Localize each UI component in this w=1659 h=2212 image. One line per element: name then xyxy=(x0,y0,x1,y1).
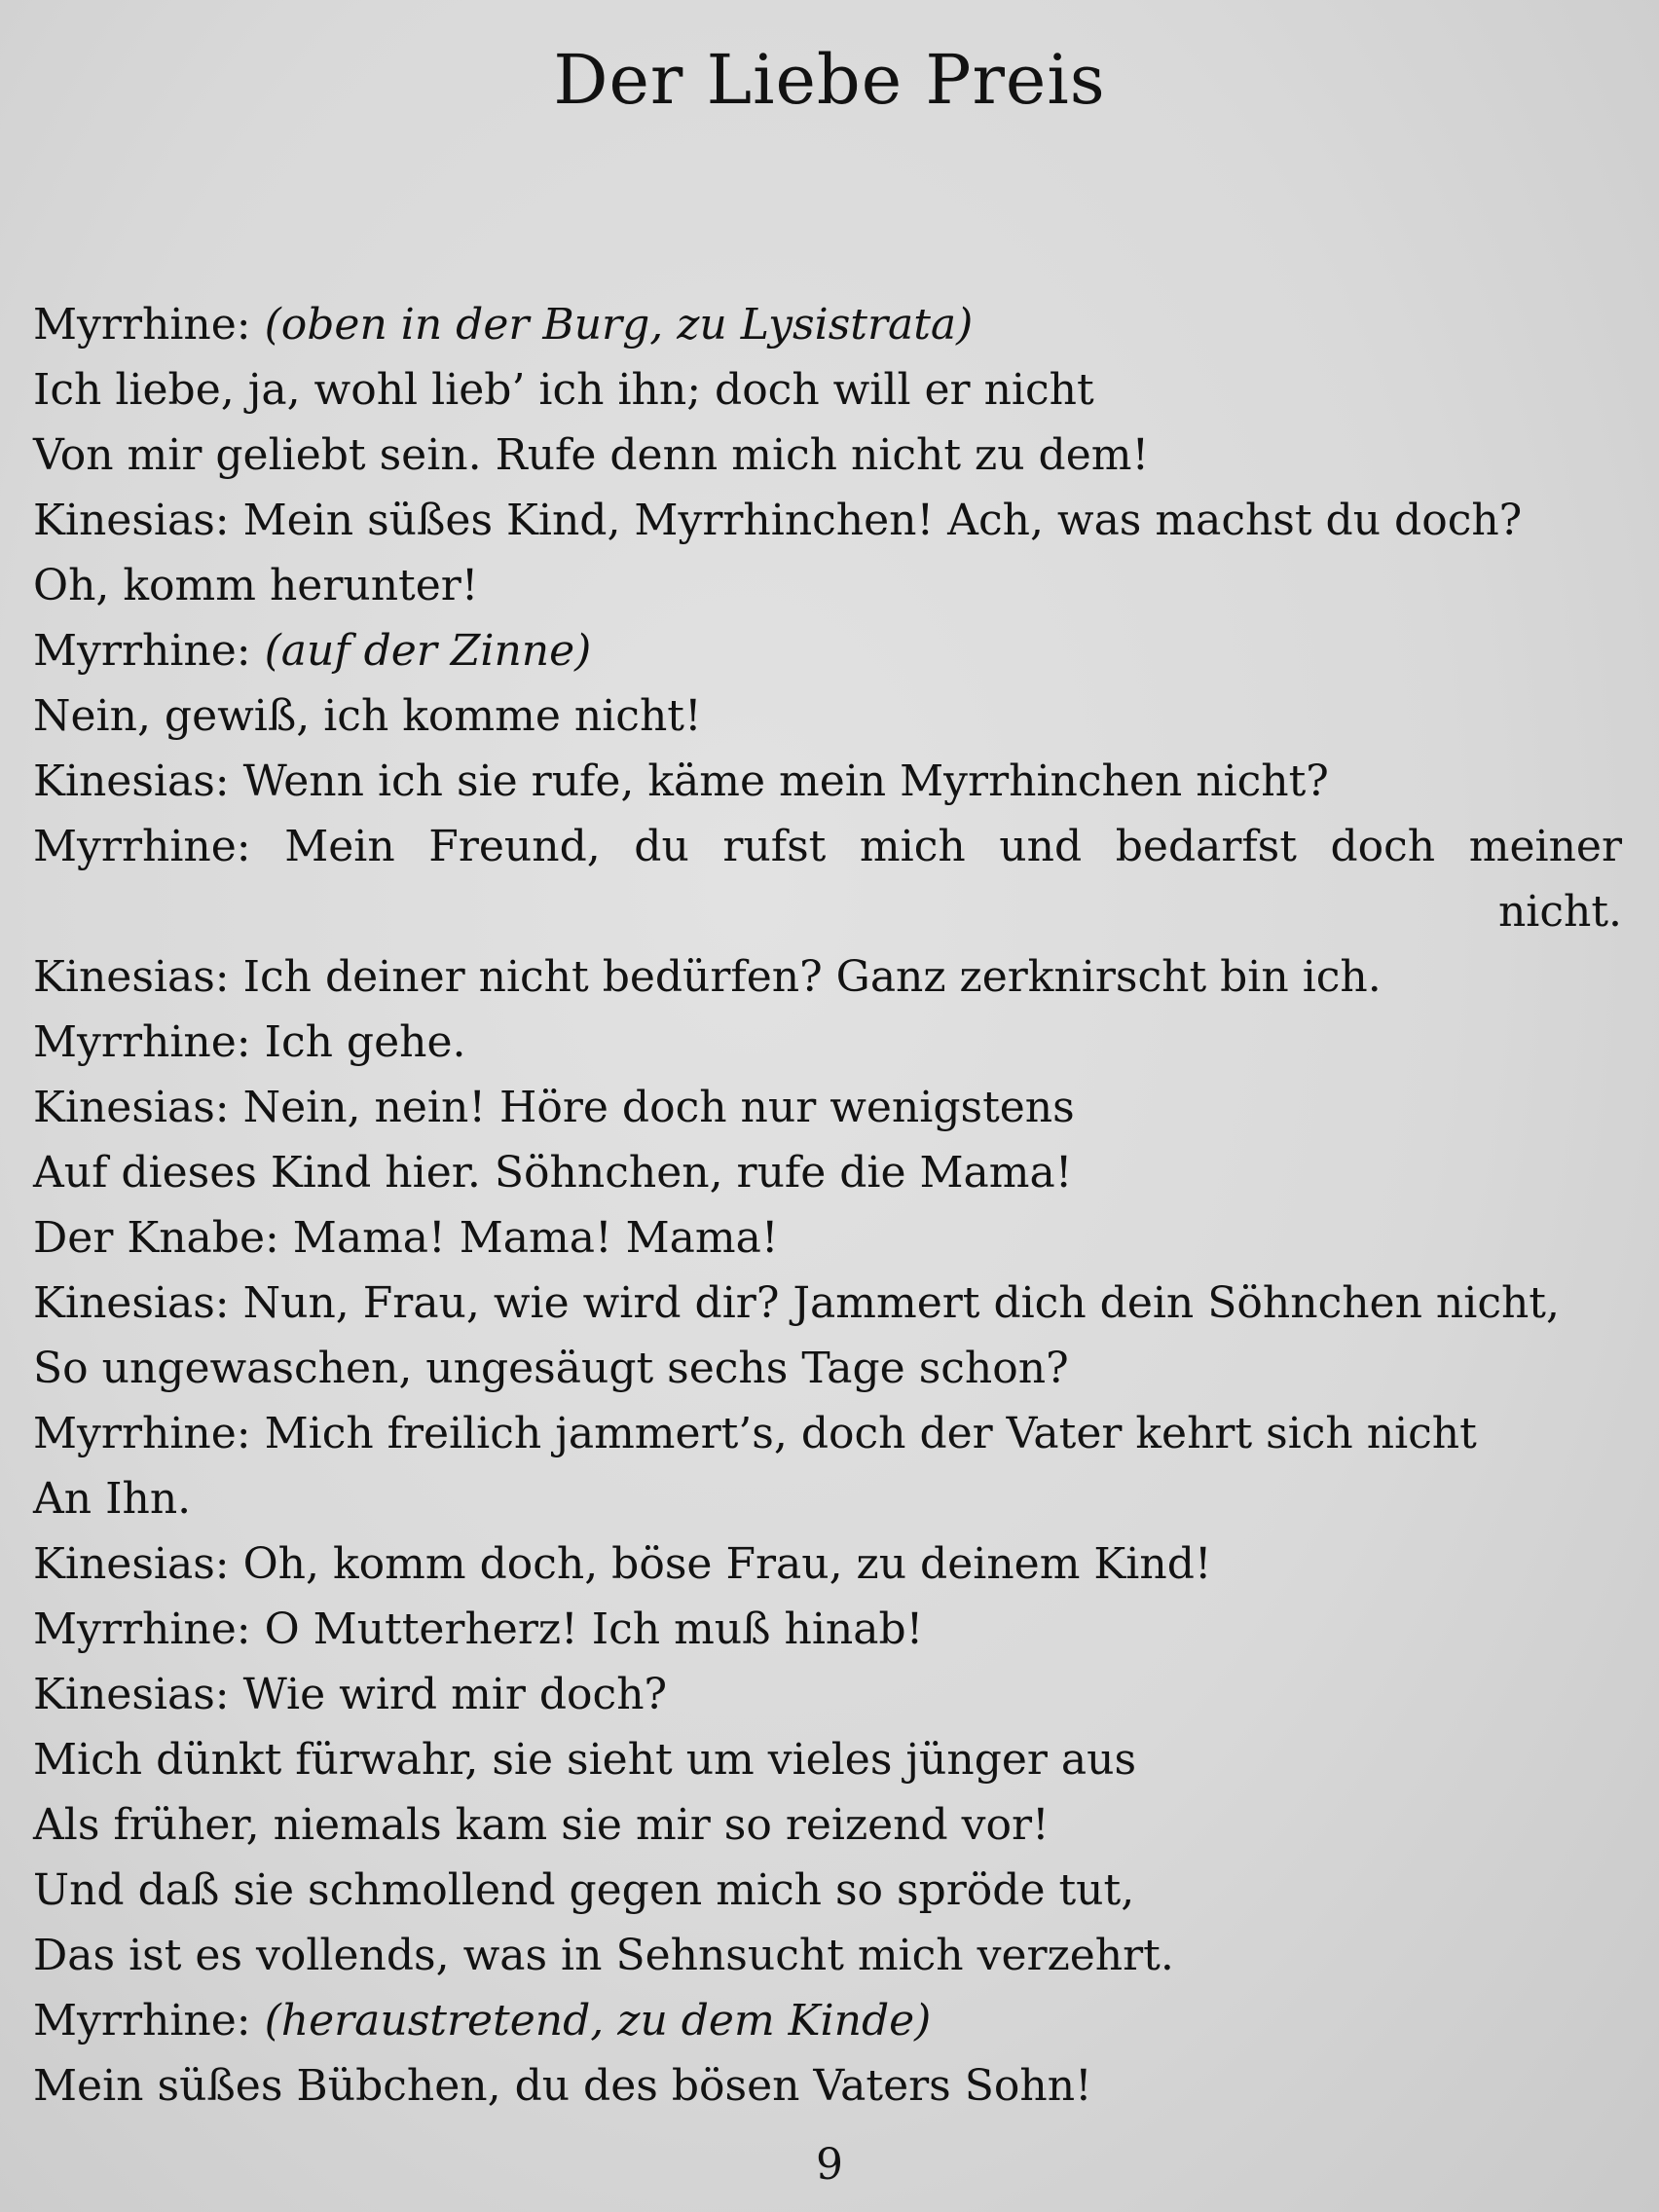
text-line xyxy=(33,1140,1622,1205)
speaker-label: Myrrhine: xyxy=(33,1409,265,1458)
dialogue-text: Wie wird mir doch? xyxy=(242,1670,668,1719)
text-line xyxy=(33,1662,1622,1727)
text-line xyxy=(33,292,1622,357)
dialogue-text: Mein Freund, du rufst mich und bedarfst doch meiner xyxy=(284,822,1622,871)
text-line xyxy=(33,1597,1622,1662)
text-line xyxy=(33,1466,1622,1531)
dialogue-text: Nun, Frau, wie wird dir? Jammert dich dein Söhnchen nicht, xyxy=(242,1278,1560,1328)
speaker-label: Kinesias: xyxy=(33,1083,243,1132)
speaker-label: Myrrhine: xyxy=(33,1017,265,1067)
speaker-label: Myrrhine: xyxy=(33,822,285,871)
dialogue-text: Mein süßes Kind, Myrrhinchen! Ach, was machst du doch? xyxy=(242,496,1523,545)
page-number: 9 xyxy=(816,2140,843,2190)
speaker-label: Kinesias: xyxy=(33,1539,243,1589)
text-line xyxy=(33,1792,1622,1858)
text-line xyxy=(33,423,1622,488)
text-line xyxy=(33,1271,1622,1336)
stage-direction: (oben in der Burg, zu Lysistrata) xyxy=(264,300,974,350)
speaker-label: Kinesias: xyxy=(33,1278,243,1328)
speaker-label: Myrrhine: xyxy=(33,300,265,350)
dialogue-text: Wenn ich sie rufe, käme mein Myrrhinchen nicht? xyxy=(242,756,1329,806)
speaker-label: Der Knabe: xyxy=(33,1213,293,1263)
dialogue-text: Mama! Mama! Mama! xyxy=(292,1213,779,1263)
dialogue-text: O Mutterherz! Ich muß hinab! xyxy=(264,1604,924,1654)
speaker-label: Myrrhine: xyxy=(33,1996,265,2046)
dialogue-text: Nein, nein! Höre doch nur wenigstens xyxy=(242,1083,1075,1132)
text-line xyxy=(33,357,1622,423)
text-line xyxy=(33,879,1622,944)
text-line xyxy=(33,1336,1622,1401)
text-line xyxy=(33,1727,1622,1792)
speaker-label: Myrrhine: xyxy=(33,1604,265,1654)
page-title: Der Liebe Preis xyxy=(553,40,1106,120)
text-line xyxy=(33,1923,1622,1988)
text-line xyxy=(33,618,1622,683)
dialogue-text: Mich freilich jammert’s, doch der Vater kehrt sich nicht xyxy=(264,1409,1477,1458)
dialogue-text: Und daß sie schmollend gegen mich so spröde tut, xyxy=(33,1865,1135,1915)
speaker-label: Kinesias: xyxy=(33,756,243,806)
dialogue-text: Ich deiner nicht bedürfen? Ganz zerknirscht bin ich. xyxy=(242,952,1382,1002)
text-line xyxy=(33,683,1622,749)
dialogue-text: Oh, komm doch, böse Frau, zu deinem Kind! xyxy=(242,1539,1212,1589)
dialogue-text: Von mir geliebt sein. Rufe denn mich nicht zu dem! xyxy=(33,430,1150,480)
text-line xyxy=(33,553,1622,618)
dialogue-text: Ich liebe, ja, wohl lieb’ ich ihn; doch will er nicht xyxy=(33,365,1094,415)
dialogue-text: An Ihn. xyxy=(33,1474,192,1524)
speaker-label: Kinesias: xyxy=(33,496,243,545)
text-line xyxy=(33,1010,1622,1075)
text-line xyxy=(33,488,1622,553)
text-line xyxy=(33,749,1622,814)
dialogue-text: Als früher, niemals kam sie mir so reizend vor! xyxy=(33,1800,1050,1850)
text-line xyxy=(33,1401,1622,1466)
text-line xyxy=(33,1531,1622,1597)
speaker-label: Myrrhine: xyxy=(33,626,265,676)
text-line xyxy=(33,1075,1622,1140)
dialogue-text: Das ist es vollends, was in Sehnsucht mich verzehrt. xyxy=(33,1931,1174,1980)
speaker-label: Kinesias: xyxy=(33,1670,243,1719)
speaker-label: Kinesias: xyxy=(33,952,243,1002)
text-line xyxy=(33,1205,1622,1271)
text-line xyxy=(33,814,1622,879)
text-line xyxy=(33,1858,1622,1923)
dialogue-text: Mich dünkt fürwahr, sie sieht um vieles jünger aus xyxy=(33,1735,1137,1785)
dialogue-text: So ungewaschen, ungesäugt sechs Tage schon? xyxy=(33,1344,1069,1393)
dialogue-text: Mein süßes Bübchen, du des bösen Vaters Sohn! xyxy=(33,2061,1092,2111)
dialogue-text: Oh, komm herunter! xyxy=(33,561,479,610)
dialogue-text: Nein, gewiß, ich komme nicht! xyxy=(33,691,702,741)
dialogue-text: Auf dieses Kind hier. Söhnchen, rufe die Mama! xyxy=(33,1148,1073,1198)
text-line xyxy=(33,944,1622,1010)
dialogue-text: nicht. xyxy=(1497,887,1622,937)
text-line xyxy=(33,1988,1622,2053)
dialogue-text: Ich gehe. xyxy=(264,1017,466,1067)
stage-direction: (heraustretend, zu dem Kinde) xyxy=(264,1996,932,2046)
play-text xyxy=(33,292,1622,2119)
text-line xyxy=(33,2053,1622,2119)
stage-direction: (auf der Zinne) xyxy=(264,626,592,676)
